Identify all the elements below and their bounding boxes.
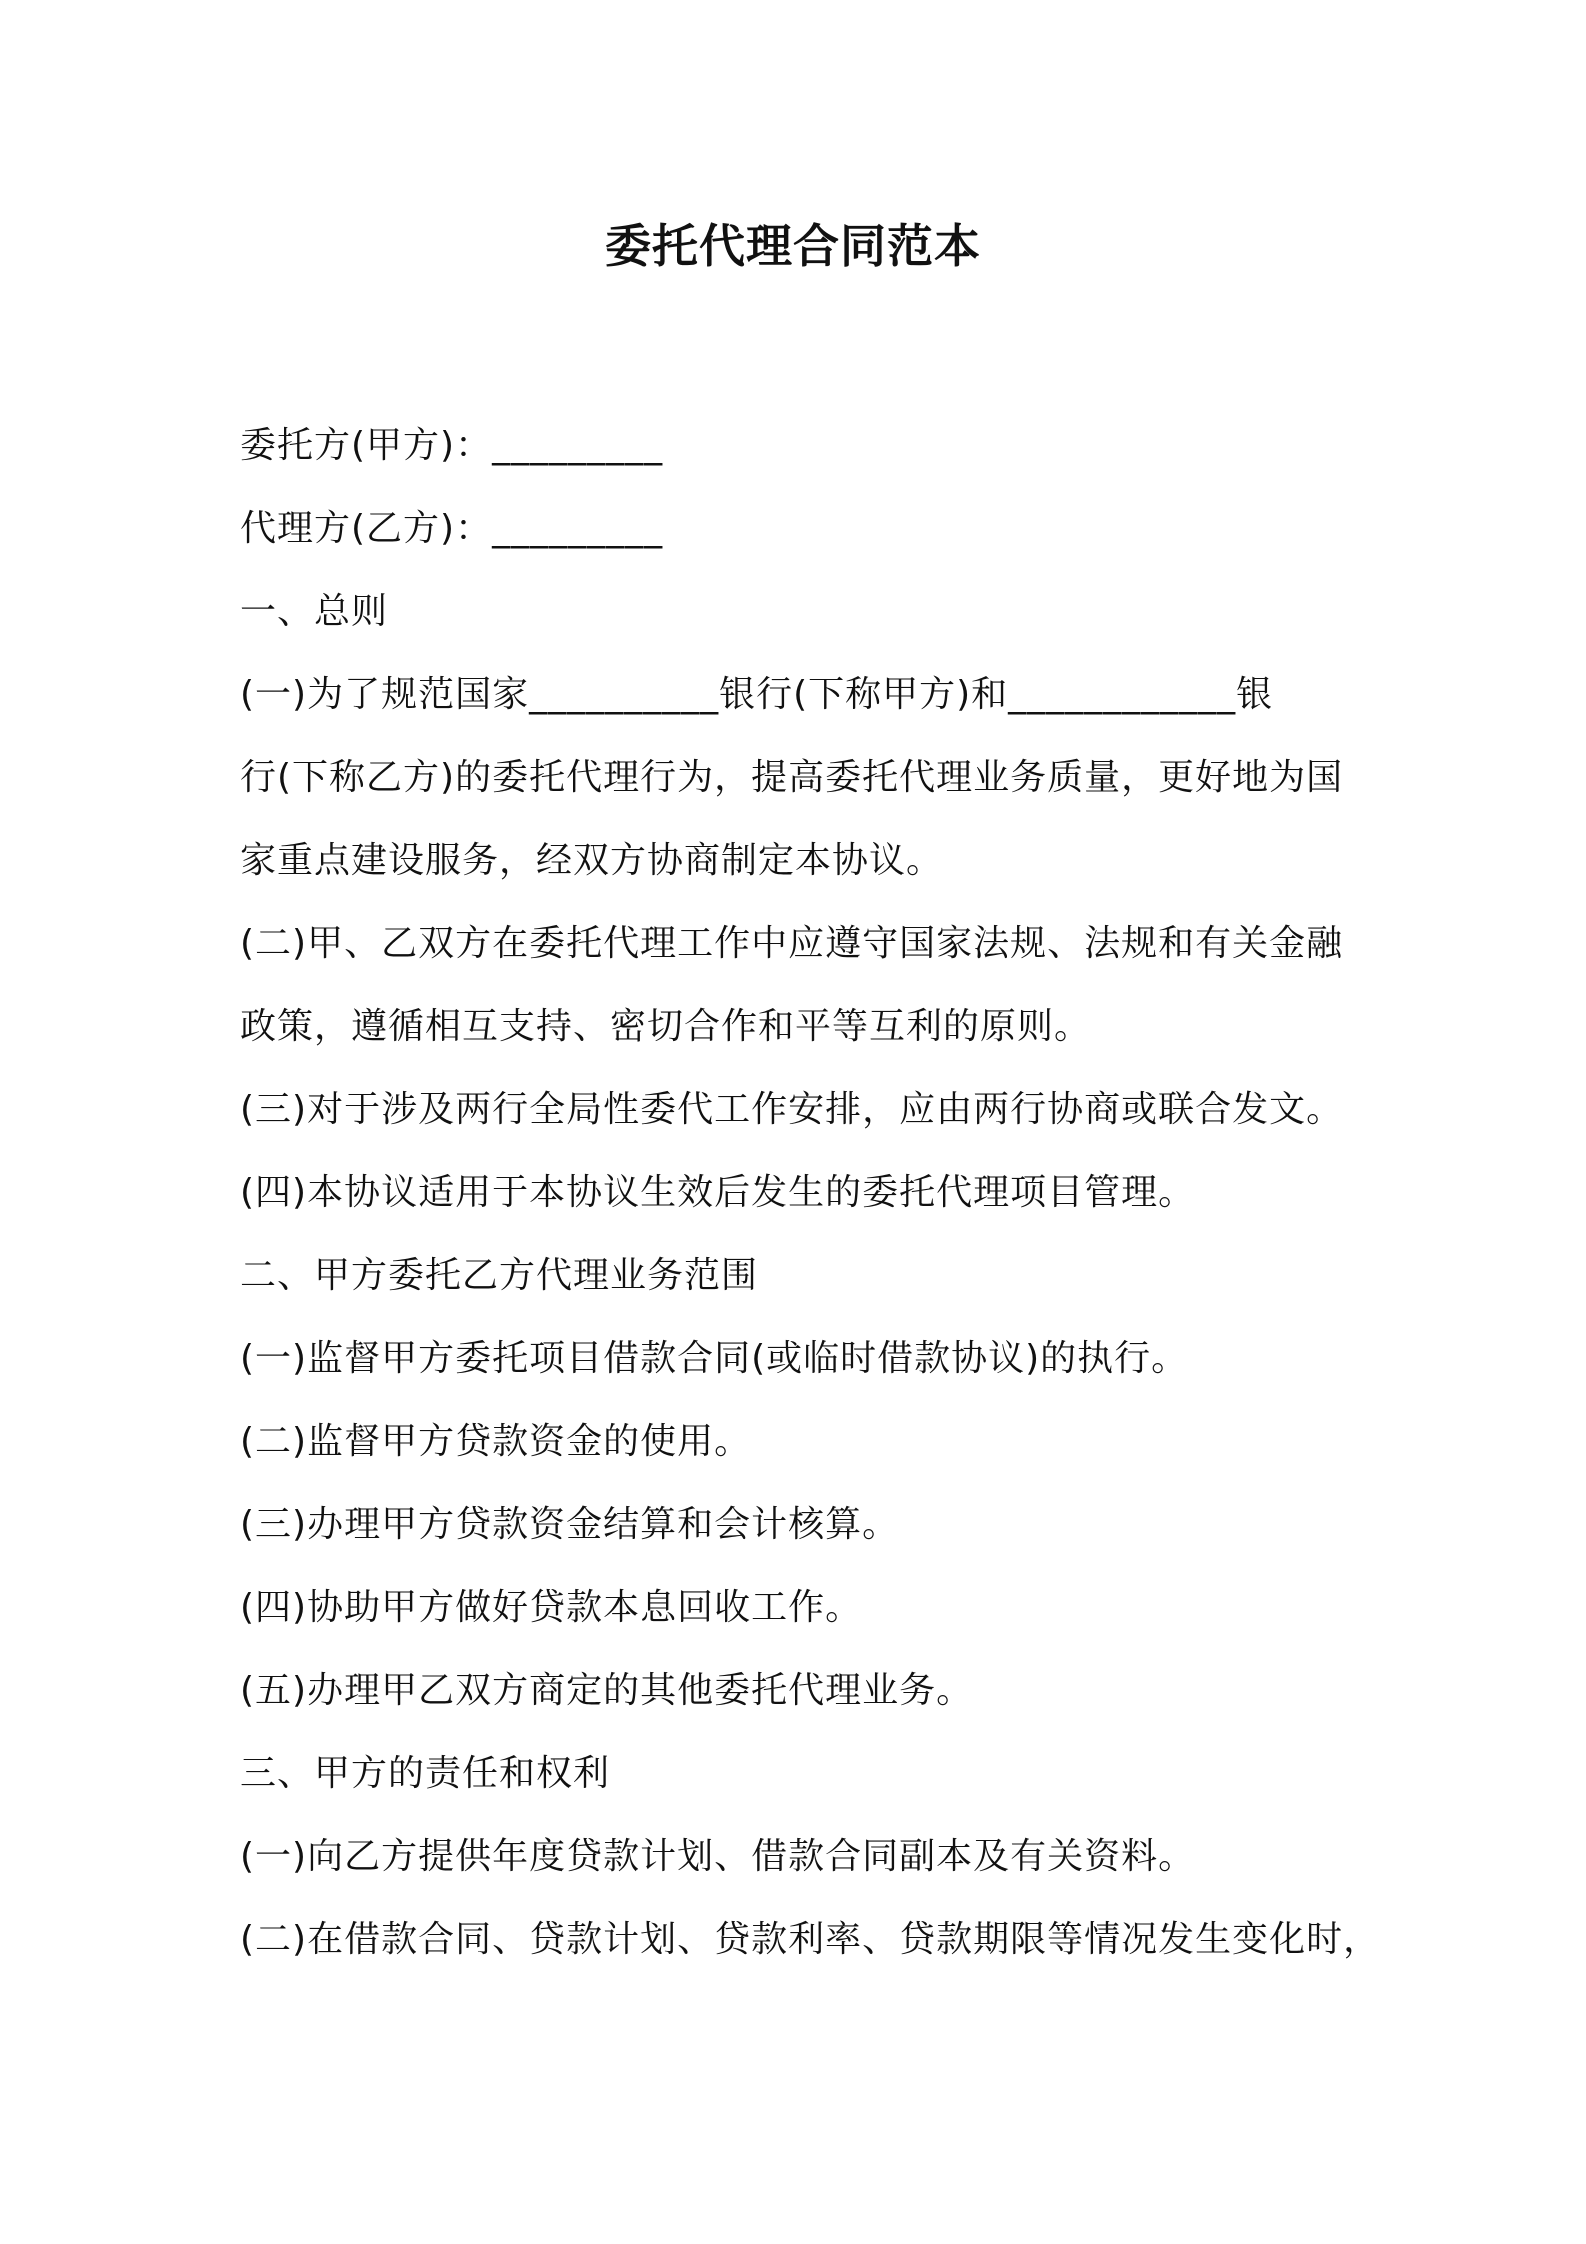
paragraph-line: (一)监督甲方委托项目借款合同(或临时借款协议)的执行。 [240,1338,1189,1379]
paragraph-line: (四)本协议适用于本协议生效后发生的委托代理项目管理。 [240,1172,1196,1213]
paragraph-line: 政策，遵循相互支持、密切合作和平等互利的原则。 [240,1006,1092,1047]
party-a-line: 委托方(甲方)：_________ [240,425,664,466]
party-b-line: 代理方(乙方)：_________ [240,508,664,549]
document-body [240,404,1381,1981]
paragraph-line: (四)协助甲方做好贷款本息回收工作。 [240,1587,863,1628]
paragraph-line: 家重点建设服务，经双方协商制定本协议。 [240,840,944,881]
paragraph-line: (五)办理甲乙双方商定的其他委托代理业务。 [240,1670,974,1711]
document-title: 委托代理合同范本 [605,219,981,273]
paragraph-line: (二)监督甲方贷款资金的使用。 [240,1421,752,1462]
paragraph-line: (二)在借款合同、贷款计划、贷款利率、贷款期限等情况发生变化时， [240,1919,1381,1960]
section-heading-responsibilities: 三、甲方的责任和权利 [240,1753,611,1794]
paragraph-line: (一)向乙方提供年度贷款计划、借款合同副本及有关资料。 [240,1836,1196,1877]
paragraph-line: 行(下称乙方)的委托代理行为，提高委托代理业务质量，更好地为国 [240,757,1344,798]
section-heading-scope: 二、甲方委托乙方代理业务范围 [240,1255,759,1296]
paragraph-line: (三)对于涉及两行全局性委代工作安排，应由两行协商或联合发文。 [240,1089,1344,1130]
paragraph-line: (三)办理甲方贷款资金结算和会计核算。 [240,1504,900,1545]
section-heading-general: 一、总则 [240,591,389,632]
paragraph-line: (二)甲、乙双方在委托代理工作中应遵守国家法规、法规和有关金融 [240,923,1344,964]
paragraph-line: (一)为了规范国家__________银行(下称甲方)和____________银 [240,674,1274,715]
